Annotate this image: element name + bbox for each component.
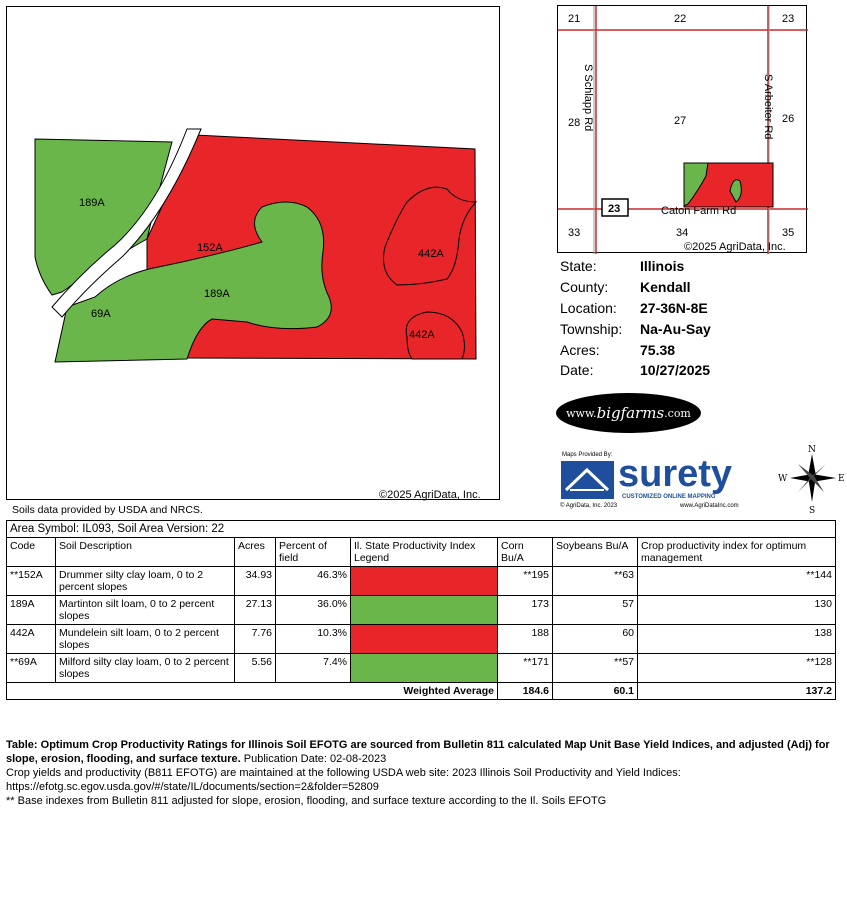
section-number: 22 — [674, 13, 687, 25]
cell-pct: 7.4% — [276, 654, 351, 683]
inset-copyright: ©2025 AgriData, Inc. — [684, 241, 786, 253]
cell-corn: 173 — [498, 596, 553, 625]
route-shield-number: 23 — [608, 203, 621, 215]
cell-code: **152A — [7, 567, 56, 596]
cell-acres: 5.56 — [235, 654, 276, 683]
maps-provided-by: Maps Provided By: — [562, 452, 613, 458]
notes-bold: Table: Optimum Crop Productivity Ratings for Illinois Soil EFOTG are sourced from Bulletin 811 calculated Map Unit Base Yield Indices, and adjusted (Adj) for slope, erosion, flooding, and surface texture. — [6, 739, 830, 765]
table-row — [7, 567, 836, 596]
cell-soy: **63 — [553, 567, 638, 596]
bigfarms-prefix: www. — [566, 406, 597, 420]
col-header: Acres — [235, 538, 276, 567]
table-header-row — [7, 538, 836, 567]
map-copyright: ©2025 AgriData, Inc. — [379, 489, 481, 501]
section-number: 27 — [674, 115, 687, 127]
cell-desc: Milford silty clay loam, 0 to 2 percent slopes — [56, 654, 235, 683]
compass-s: S — [809, 506, 816, 514]
cell-acres: 27.13 — [235, 596, 276, 625]
weighted-cpi: 137.2 — [638, 683, 836, 700]
cell-legend-swatch — [351, 567, 498, 596]
info-value: 27-36N-8E — [640, 299, 708, 316]
col-header: Il. State Productivity Index Legend — [351, 538, 498, 567]
cell-code: 189A — [7, 596, 56, 625]
info-key: Location: — [560, 299, 617, 316]
notes-line1 — [6, 738, 836, 766]
info-row-state — [560, 256, 760, 277]
location-map-graphic — [558, 6, 808, 254]
cell-code: **69A — [7, 654, 56, 683]
section-number: 28 — [568, 117, 581, 129]
soil-label: 189A — [204, 288, 230, 300]
section-number: 26 — [782, 113, 795, 125]
soil-label: 442A — [409, 329, 435, 341]
cell-legend-swatch — [351, 596, 498, 625]
cell-soy: 57 — [553, 596, 638, 625]
soil-label: 69A — [91, 308, 111, 320]
info-value: Kendall — [640, 279, 691, 296]
info-value: Illinois — [640, 258, 685, 275]
col-header: Soil Description — [56, 538, 235, 567]
cell-acres: 7.76 — [235, 625, 276, 654]
cell-soy: 60 — [553, 625, 638, 654]
section-number: 33 — [568, 227, 581, 239]
cell-cpi: 138 — [638, 625, 836, 654]
cell-cpi: **144 — [638, 567, 836, 596]
info-key: Acres: — [560, 341, 600, 358]
info-row-location — [560, 298, 760, 319]
weighted-average-row — [7, 683, 836, 700]
section-number: 34 — [676, 227, 689, 239]
bigfarms-name: bigfarms — [596, 404, 665, 422]
info-row-county — [560, 277, 760, 298]
col-header: Percent of field — [276, 538, 351, 567]
surety-name: surety — [618, 453, 733, 495]
cell-corn: 188 — [498, 625, 553, 654]
cell-corn: **171 — [498, 654, 553, 683]
cell-legend-swatch — [351, 654, 498, 683]
notes-line2: Crop yields and productivity (B811 EFOTG) are maintained at the following USDA web site: 2023 Illinois Soil Productivity and Yield Indices: — [6, 767, 681, 779]
compass-e: E — [838, 474, 845, 484]
road-label: S Schlapp Rd — [582, 64, 594, 132]
location-map — [557, 5, 807, 253]
info-value: 75.38 — [640, 341, 676, 358]
info-key: County: — [560, 279, 609, 296]
weighted-soy: 60.1 — [553, 683, 638, 700]
col-header: Soybeans Bu/A — [553, 538, 638, 567]
bigfarms-suffix: .com — [664, 406, 691, 420]
notes-pub-date: Publication Date: 02-08-2023 — [240, 753, 387, 765]
road-label: S Arbeiter Rd — [762, 74, 774, 140]
info-value: Na-Au-Say — [640, 320, 711, 337]
soil-map — [6, 6, 500, 500]
table-row — [7, 596, 836, 625]
surety-house-icon — [560, 460, 615, 500]
col-header: Corn Bu/A — [498, 538, 553, 567]
info-row-date — [560, 360, 760, 381]
section-number: 35 — [782, 227, 795, 239]
cell-desc: Drummer silty clay loam, 0 to 2 percent slopes — [56, 567, 235, 596]
info-key: State: — [560, 258, 597, 275]
cell-desc: Mundelein silt loam, 0 to 2 percent slopes — [56, 625, 235, 654]
table-title-row — [7, 521, 836, 538]
info-key: Township: — [560, 320, 623, 337]
info-row-acres — [560, 339, 760, 360]
soil-map-graphic — [7, 7, 501, 501]
cell-cpi: 130 — [638, 596, 836, 625]
surety-website: www.AgriDataInc.com — [680, 503, 739, 509]
cell-pct: 36.0% — [276, 596, 351, 625]
section-number: 23 — [782, 13, 795, 25]
section-number: 21 — [568, 13, 581, 25]
col-header: Crop productivity index for optimum management — [638, 538, 836, 567]
weighted-corn: 184.6 — [498, 683, 553, 700]
info-key: Date: — [560, 362, 594, 379]
info-row-township — [560, 318, 760, 339]
cell-pct: 46.3% — [276, 567, 351, 596]
bigfarms-logo[interactable] — [556, 393, 701, 433]
parcel-info — [560, 256, 760, 381]
cell-desc: Martinton silt loam, 0 to 2 percent slopes — [56, 596, 235, 625]
surety-tagline: CUSTOMIZED ONLINE MAPPING — [622, 494, 716, 500]
cell-acres: 34.93 — [235, 567, 276, 596]
cell-legend-swatch — [351, 625, 498, 654]
notes-line4: ** Base indexes from Bulletin 811 adjusted for slope, erosion, flooding, and surface texture according to the Il. Soils EFOTG — [6, 795, 607, 807]
cell-cpi: **128 — [638, 654, 836, 683]
table-notes — [6, 738, 836, 808]
table-title: Area Symbol: IL093, Soil Area Version: 22 — [7, 521, 836, 538]
soil-label: 189A — [79, 197, 105, 209]
soils-source-note: Soils data provided by USDA and NRCS. — [12, 504, 203, 516]
soil-label: 152A — [197, 242, 223, 254]
compass-w: W — [778, 474, 788, 484]
soil-table — [6, 520, 836, 700]
compass-rose-icon — [778, 442, 846, 514]
cell-pct: 10.3% — [276, 625, 351, 654]
surety-copyright: © AgriData, Inc. 2023 — [560, 503, 618, 509]
surety-logo[interactable] — [560, 452, 760, 512]
cell-corn: **195 — [498, 567, 553, 596]
table-row — [7, 625, 836, 654]
compass-n: N — [808, 445, 816, 455]
col-header: Code — [7, 538, 56, 567]
info-value: 10/27/2025 — [640, 362, 711, 379]
soil-label: 442A — [418, 248, 444, 260]
weighted-label: Weighted Average — [7, 683, 498, 700]
notes-link[interactable]: https://efotg.sc.egov.usda.gov/#/state/IL/documents/section=2&folder=52809 — [6, 781, 379, 793]
table-row — [7, 654, 836, 683]
cell-code: 442A — [7, 625, 56, 654]
cell-soy: **57 — [553, 654, 638, 683]
road-label: Caton Farm Rd — [661, 205, 737, 217]
